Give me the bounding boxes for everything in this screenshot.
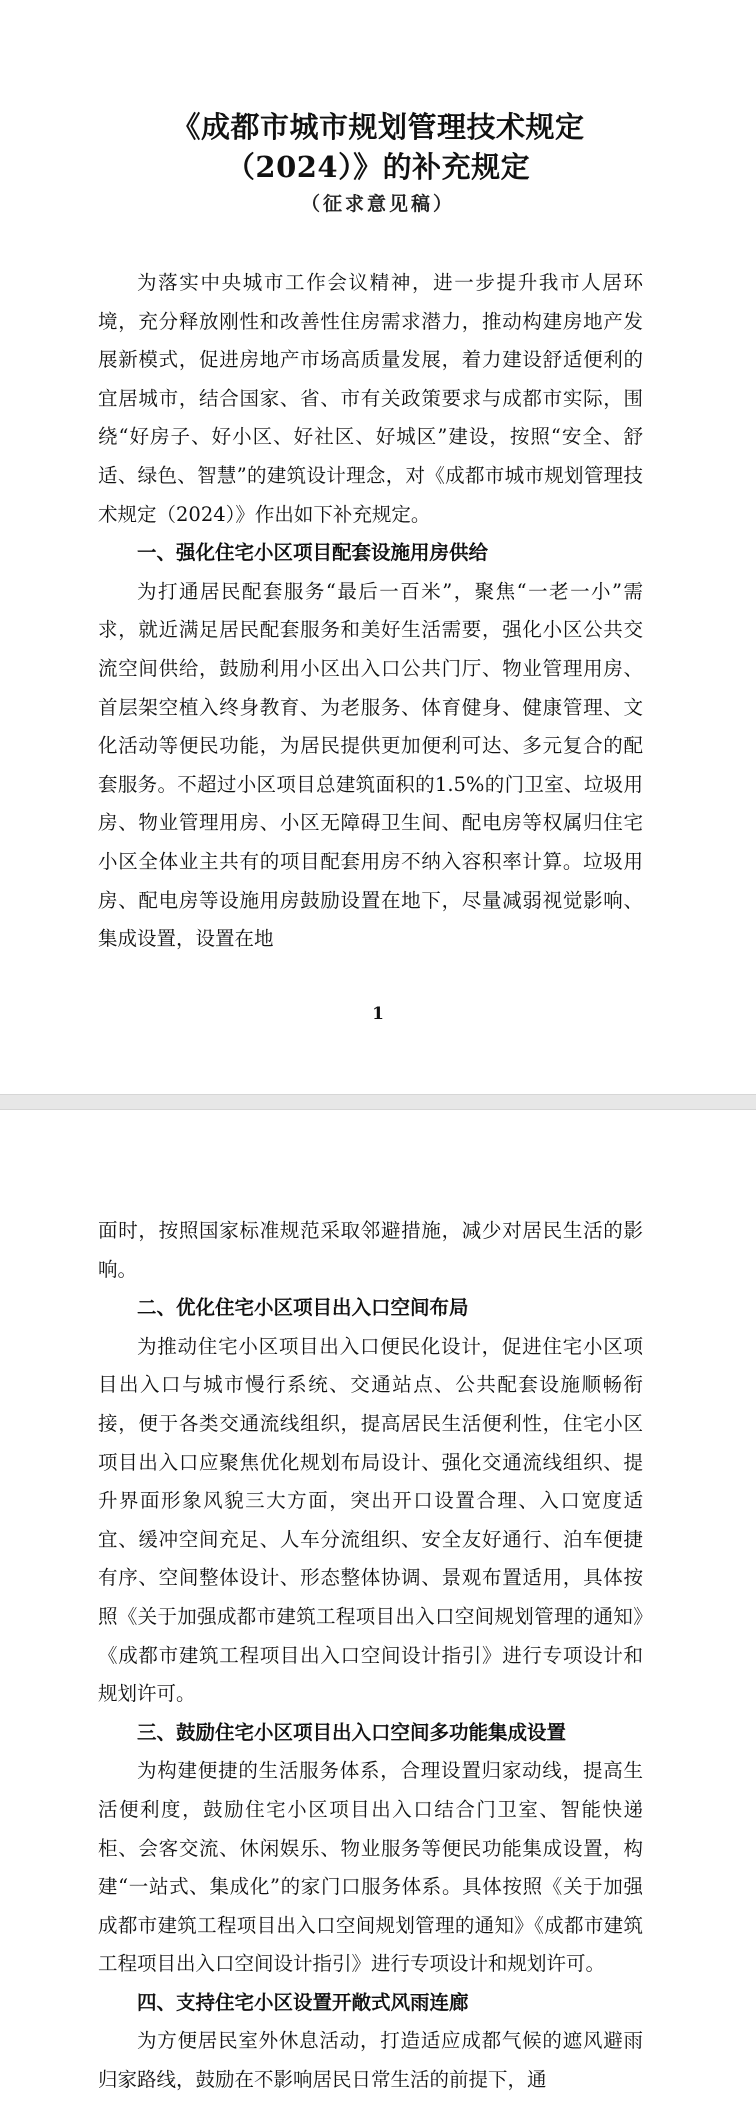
document-subtitle: （征求意见稿）	[300, 193, 455, 215]
document-title-line-1: 《成都市城市规划管理技术规定	[171, 110, 585, 144]
section-4-paragraph: 为方便居民室外休息活动，打造适应成都气候的遮风避雨归家路线，鼓励在不影响居民日常生活的前提下，通	[98, 2029, 643, 2092]
section-3-heading: 三、鼓励住宅小区项目出入口空间多功能集成设置	[137, 1720, 567, 1744]
page-number: 1	[372, 1004, 384, 1024]
section-1-heading: 一、强化住宅小区项目配套设施用房供给	[137, 541, 489, 565]
section-3-paragraph: 为构建便捷的生活服务体系，合理设置归家动线，提高生活便利度，鼓励住宅小区项目出入口结合门卫室、智能快递柜、会客交流、休闲娱乐、物业服务等便民功能集成设置，构建“一站式、集成化”的家门口服务体系。具体按照《关于加强成都市建筑工程项目出入口空间规划管理的通知》《成都市建筑工程项目出入口空间设计指引》进行专项设计和规划许可。	[98, 1759, 643, 1976]
section-2-paragraph: 为推动住宅小区项目出入口便民化设计，促进住宅小区项目出入口与城市慢行系统、交通站点、公共配套设施顺畅衔接，便于各类交通流线组织，提高居民生活便利性，住宅小区项目出入口应聚焦优化规划布局设计、强化交通流线组织、提升界面形象风貌三大方面，突出开口设置合理、入口宽度适宜、缓冲空间充足、人车分流组织、安全友好通行、泊车便捷有序、空间整体设计、形态整体协调、景观布置适用，具体按照《关于加强成都市建筑工程项目出入口空间规划管理的通知》《成都市建筑工程项目出入口空间设计指引》进行专项设计和规划许可。	[98, 1334, 643, 1706]
page-2-body	[98, 1212, 643, 2100]
page-separator	[0, 1094, 756, 1110]
page-1-body	[98, 264, 643, 959]
document-title-line-2: （2024）》的补充规定	[225, 150, 531, 184]
section-1-paragraph: 为打通居民配套服务“最后一百米”，聚焦“一老一小”需求，就近满足居民配套服务和美好生活需要，强化小区公共交流空间供给，鼓励利用小区出入口公共门厅、物业管理用房、首层架空植入终身教育、为老服务、体育健身、健康管理、文化活动等便民功能，为居民提供更加便利可达、多元复合的配套服务。不超过小区项目总建筑面积的1.5%的门卫室、垃圾用房、物业管理用房、小区无障碍卫生间、配电房等权属归住宅小区全体业主共有的项目配套用房不纳入容积率计算。垃圾用房、配电房等设施用房鼓励设置在地下，尽量减弱视觉影响、集成设置，设置在地	[98, 579, 643, 951]
intro-paragraph: 为落实中央城市工作会议精神，进一步提升我市人居环境，充分释放刚性和改善性住房需求潜力，推动构建房地产发展新模式，促进房地产市场高质量发展，着力建设舒适便利的宜居城市，结合国家、省、市有关政策要求与成都市实际，围绕“好房子、好小区、好社区、好城区”建设，按照“安全、舒适、绿色、智慧”的建筑设计理念，对《成都市城市规划管理技术规定（2024）》作出如下补充规定。	[98, 271, 643, 526]
continuation-paragraph: 面时，按照国家标准规范采取邻避措施，减少对居民生活的影响。	[98, 1219, 643, 1281]
section-2-heading: 二、优化住宅小区项目出入口空间布局	[137, 1296, 469, 1320]
section-4-heading: 四、支持住宅小区设置开敞式风雨连廊	[137, 1990, 469, 2014]
